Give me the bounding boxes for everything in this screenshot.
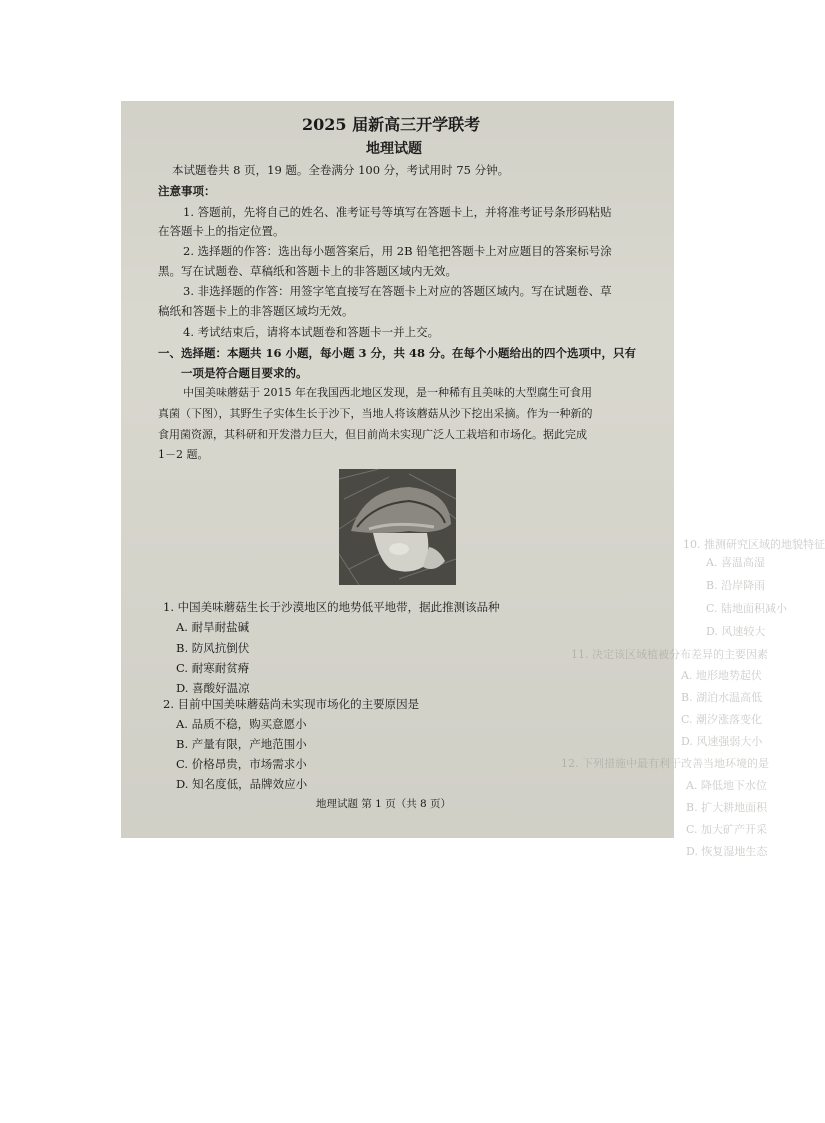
question-1-option-a: A. 耐旱耐盐碱 <box>176 620 250 634</box>
passage-line: 中国美味蘑菇于 2015 年在我国西北地区发现，是一种稀有且美味的大型腐生可食用 <box>183 386 592 399</box>
mushroom-photo <box>339 469 456 585</box>
show-through-line: D. 恢复湿地生态 <box>686 845 768 858</box>
show-through-line: 10. 推测研究区域的地貌特征 <box>683 538 825 551</box>
mushroom-image <box>339 469 456 585</box>
exam-info: 本试题卷共 8 页，19 题。全卷满分 100 分，考试用时 75 分钟。 <box>172 163 510 177</box>
show-through-line: D. 风速较大 <box>706 625 766 638</box>
show-through-line: C. 陆地面积减小 <box>706 602 788 615</box>
question-2-option-a: A. 品质不稳，购买意愿小 <box>176 717 307 731</box>
page-footer: 地理试题 第 1 页（共 8 页） <box>316 798 452 810</box>
show-through-line: C. 加大矿产开采 <box>686 823 768 836</box>
question-2-option-d: D. 知名度低，品牌效应小 <box>176 777 308 791</box>
notice-line: 1. 答题前，先将自己的姓名、准考证号等填写在答题卡上，并将准考证号条形码粘贴 <box>183 205 612 219</box>
question-1-option-d: D. 喜酸好温凉 <box>176 681 250 695</box>
show-through-line: 12. 下列措施中最有利于改善当地环境的是 <box>561 757 769 770</box>
show-through-line: A. 降低地下水位 <box>686 779 767 792</box>
notice-line: 黑。写在试题卷、草稿纸和答题卡上的非答题区域内无效。 <box>158 264 457 278</box>
section-heading-cont: 一项是符合题目要求的。 <box>181 366 308 380</box>
exam-title: 2025 届新高三开学联考 <box>302 115 481 134</box>
passage-line: 真菌（下图），其野生子实体生长于沙下，当地人将该蘑菇从沙下挖出采摘。作为一种新的 <box>158 407 593 420</box>
notice-line: 4. 考试结束后，请将本试题卷和答题卡一并上交。 <box>183 325 440 339</box>
show-through-line: D. 风速强弱大小 <box>681 735 763 748</box>
show-through-line: C. 潮汐涨落变化 <box>681 713 763 726</box>
show-through-line: A. 地形地势起伏 <box>681 669 762 682</box>
notice-heading: 注意事项： <box>158 184 216 198</box>
question-2-stem: 2. 目前中国美味蘑菇尚未实现市场化的主要原因是 <box>163 697 420 711</box>
question-2-option-b: B. 产量有限，产地范围小 <box>176 737 307 751</box>
notice-line: 2. 选择题的作答：选出每小题答案后，用 2B 铅笔把答题卡上对应题目的答案标号涂 <box>183 244 612 258</box>
question-1-option-b: B. 防风抗倒伏 <box>176 641 250 655</box>
notice-line: 在答题卡上的指定位置。 <box>158 224 285 238</box>
question-2-option-c: C. 价格昂贵，市场需求小 <box>176 757 307 771</box>
notice-line: 稿纸和答题卡上的非答题区域均无效。 <box>158 304 354 318</box>
show-through-line: B. 湖泊水温高低 <box>681 691 763 704</box>
question-1-stem: 1. 中国美味蘑菇生长于沙漠地区的地势低平地带，据此推测该品种 <box>163 600 500 614</box>
show-through-line: B. 扩大耕地面积 <box>686 801 768 814</box>
show-through-line: A. 喜温高湿 <box>706 556 765 569</box>
notice-line: 3. 非选择题的作答：用签字笔直接写在答题卡上对应的答题区域内。写在试题卷、草 <box>183 284 612 298</box>
show-through-line: 11. 决定该区域植被分布差异的主要因素 <box>571 648 768 661</box>
passage-line: 食用菌资源，其科研和开发潜力巨大，但目前尚未实现广泛人工栽培和市场化。据此完成 <box>158 428 587 441</box>
section-heading: 一、选择题：本题共 16 小题，每小题 3 分，共 48 分。在每个小题给出的四个选项中，只有 <box>158 346 637 360</box>
question-1-option-c: C. 耐寒耐贫瘠 <box>176 661 250 675</box>
show-through-line: B. 沿岸降雨 <box>706 579 766 592</box>
passage-line: 1－2 题。 <box>158 448 209 461</box>
exam-subtitle: 地理试题 <box>366 141 422 157</box>
